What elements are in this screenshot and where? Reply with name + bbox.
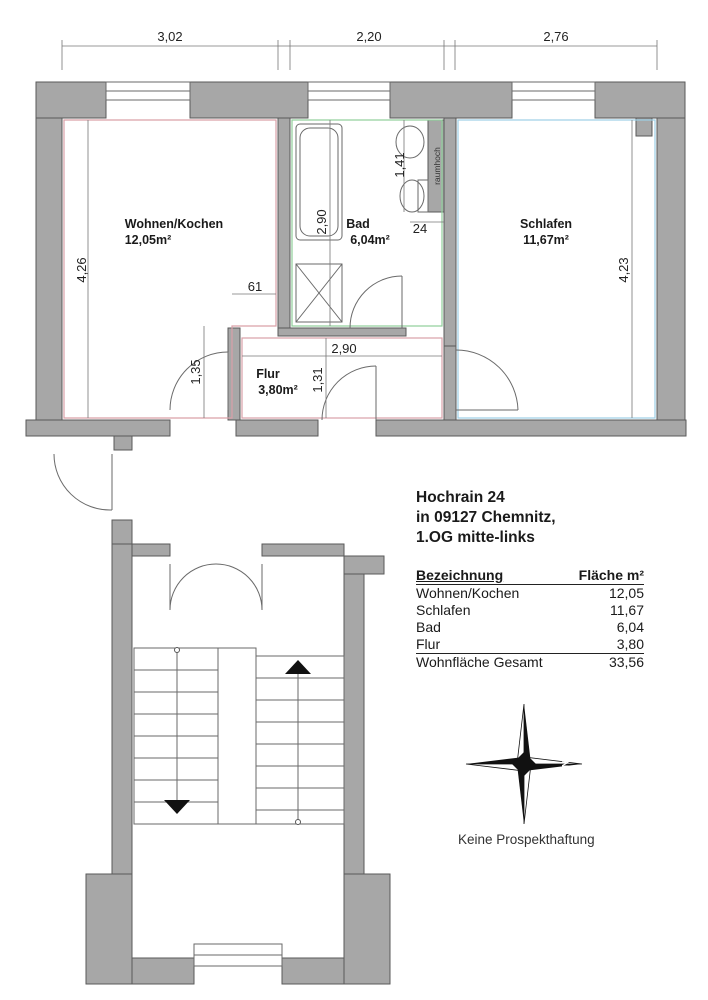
area-table-header-name: Bezeichnung [416, 567, 504, 583]
dim-top-middle: 2,20 [356, 29, 382, 44]
dim-hall-left-height: 1,35 [188, 359, 203, 385]
room-outlines [64, 120, 655, 418]
dim-hall-width: 2,90 [331, 341, 357, 356]
row-value: 3,80 [616, 636, 644, 652]
shaft-label: raumhoch [432, 147, 442, 185]
row-name: Flur [416, 636, 441, 652]
stair-double-door-left [170, 564, 216, 610]
arrow-up-icon [285, 660, 311, 674]
room-bath-area: 6,04m² [350, 233, 390, 247]
dim-toilet-height: 1,41 [392, 152, 407, 178]
address-line-3: 1.OG mitte-links [416, 529, 535, 546]
dim-top-right: 2,76 [543, 29, 569, 44]
area-table-header-value: Fläche m² [578, 567, 644, 583]
stair-flight-down [134, 648, 218, 825]
total-name: Wohnfläche Gesamt [416, 654, 543, 670]
top-dimension-line [62, 29, 657, 70]
table-row [416, 585, 644, 602]
dim-hall-height: 1,31 [310, 367, 325, 393]
total-value: 33,56 [608, 654, 644, 670]
row-value: 6,04 [616, 619, 644, 635]
apartment-walls [26, 82, 686, 450]
room-hall-name: Flur [256, 367, 280, 381]
room-living-name: Wohnen/Kochen [124, 217, 224, 231]
row-name: Bad [416, 619, 441, 635]
compass-north-label: N [560, 760, 570, 768]
row-value: 11,67 [610, 602, 644, 618]
bedroom-door-swing [456, 350, 518, 410]
row-name: Schlafen [416, 602, 471, 618]
address-block [416, 488, 556, 548]
disclaimer: Keine Prospekthaftung [458, 832, 595, 847]
table-total-row [416, 654, 644, 671]
dim-bedroom-height: 4,23 [616, 257, 631, 283]
room-bedroom-area: 11,67m² [523, 233, 569, 247]
address-line-2: in 09127 Chemnitz, [416, 509, 556, 526]
stair-flight-up [256, 656, 344, 825]
bath-door-swing [350, 276, 402, 328]
table-row [416, 636, 644, 654]
address-line-1: Hochrain 24 [416, 489, 505, 506]
row-name: Wohnen/Kochen [416, 585, 520, 601]
stairwell [86, 520, 390, 984]
dim-notch-width: 61 [247, 279, 263, 294]
room-living-area: 12,05m² [124, 233, 172, 247]
living-outline [64, 120, 276, 418]
area-table-header [416, 567, 644, 585]
stair-double-door-right [216, 564, 262, 610]
dim-living-height: 4,26 [74, 257, 89, 283]
row-value: 12,05 [608, 585, 644, 601]
compass-rose-icon [466, 704, 582, 824]
table-row [416, 619, 644, 636]
arrow-down-icon [164, 800, 190, 814]
room-bedroom-name: Schlafen [519, 217, 573, 231]
table-row [416, 602, 644, 619]
interior-dimensions [74, 120, 632, 418]
dim-bath-height: 2,90 [314, 209, 329, 235]
room-bath-name: Bad [346, 217, 370, 231]
entrance-door-swing [322, 366, 376, 420]
dim-toilet-offset: 24 [412, 221, 428, 236]
room-hall-area: 3,80m² [258, 383, 298, 397]
stair-door-swing [54, 454, 112, 510]
dim-top-left: 3,02 [157, 29, 183, 44]
area-table [416, 567, 644, 671]
